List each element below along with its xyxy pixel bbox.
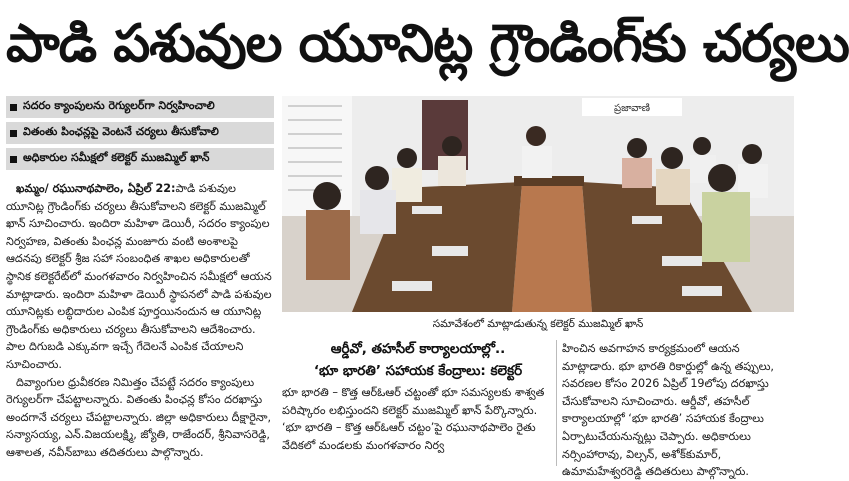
wall-sign-text: ప్రజావాణి — [614, 103, 650, 114]
second-story-continued: హించిన అవగాహన కార్యక్రమంలో ఆయన మాట్లాడారు. భూ భారతి రికార్డుల్లో ఉన్న తప్పులు, సవరణల కోసం 2026 ఏప్రిల్ 19లోపు దరఖాస్తు చేసుకోవాలని సూచించారు. ఆర్డీవో, తహసీల్ కార్యాలయాల్లో ‘భూ భారతి’ సహాయక కేంద్రాలు ఏర్పాటుచేయనున్నట్లు చెప్పారు. అధికారులు నర్సింహారావు, విల్సన్, అశోక్‌కుమార్, ఉమామహేశ్వరరెడ్డి తదితరులు పాల్గొన్నారు. — [562, 342, 774, 479]
paragraph — [6, 180, 274, 374]
paragraph-text: పాడి పశువుల యూనిట్ల గ్రౌండింగ్‌కు చర్యలు తీసుకోవాలని కలెక్టర్ ముజమ్మిల్ ఖాన్ సూచించారు. ఇందిరా మహిళా డెయిరీ, సదరం క్యాంపుల నిర్వహణ, వితంతు పింఛన్ల మంజూరు వంటి అంశాలపై ఆదనపు కలెక్టర్ శ్రీజ సహా సంబంధిత శాఖల అధికారులతో స్థానిక కలెక్టరేట్‌లో మంగళవారం నిర్వహించిన సమీక్షలో ఆయన మాట్లాడారు. ఇందిరా మహిళా డెయిరీ స్థాపనలో పాడి పశువుల యూనిట్లకు లబ్ధిదారుల ఎంపిక పూర్తయినందున ఆ యూనిట్ల గ్రౌండింగ్‌కు అధికారులు చర్యలు తీసుకోవాలని ఆదేశించారు. పాల దిగుబడి ఎక్కువగా ఇచ్చే గేదెలనే ఎంపిక చేయాలని సూచించారు. — [6, 182, 272, 371]
bullet-item — [6, 96, 274, 118]
highlight-bullets — [6, 96, 274, 174]
headline: పాడి పశువుల యూనిట్ల గ్రౌండింగ్‌కు చర్యలు — [6, 14, 849, 74]
dateline: ఖమ్మం/ రఘునాథపాలెం, ఏప్రిల్ 22: — [16, 182, 176, 195]
main-story-body — [6, 180, 274, 462]
bullet-text: వితంతు పింఛన్లపై వెంటనే చర్యలు తీసుకోవాలి — [23, 125, 219, 138]
headline-line: ఆర్డీవో, తహసీల్ కార్యాలయాల్లో.. — [330, 341, 506, 357]
photo-caption: సమావేశంలో మాట్లాడుతున్న కలెక్టర్ ముజమ్మిల్ ఖాన్ — [432, 318, 644, 330]
bullet-text: అధికారుల సమీక్షలో కలెక్టర్ ముజమ్మిల్ ఖాన్ — [23, 151, 210, 164]
bullet-item — [6, 148, 274, 170]
bullet-square-icon — [10, 104, 17, 111]
meeting-photo-illustration — [282, 96, 794, 312]
bullet-square-icon — [10, 130, 17, 137]
column-divider — [556, 340, 557, 466]
paragraph: దివ్యాంగుల ధ్రువీకరణ నిమిత్తం చేపట్టే సదరం క్యాంపులు రెగ్యులర్‌గా చేపట్టాలన్నారు. వితంతు పింఛన్ల కోసం దరఖాస్తు అందగానే చర్యలు చేపట్టాలన్నారు. జిల్లా అధికారులు దీక్షారైనా, సన్యాసయ్య, ఎన్.విజయలక్ష్మి, జ్యోతి, రాజేందర్, శ్రీనివాసరెడ్డి, ఆశాలత, నవీన్‌బాబు తదితరులు పాల్గొన్నారు. — [6, 375, 272, 459]
bullet-text: సదరం క్యాంపులను రెగ్యులర్‌గా నిర్వహించాలి — [23, 99, 215, 112]
meeting-photo — [282, 96, 794, 312]
bullet-item — [6, 122, 274, 144]
second-story-body: భూ భారతి – కొత్త ఆర్‌ఓఆర్ చట్టంతో భూ సమస్యలకు శాశ్వత పరిష్కారం లభిస్తుందని కలెక్టర్ ముజమ్మిల్ ఖాన్ పేర్కొన్నారు. ‘భూ భారతి – కొత్త ఆర్‌ఓఆర్ చట్టం’పై రఘునాథపాలెం రైతు వేదికలో మండలకు మంగళవారం నిర్వ — [282, 386, 545, 452]
bullet-square-icon — [10, 156, 17, 163]
headline-line: ‘భూ భారతి’ సహాయక కేంద్రాలు: కలెక్టర్ — [313, 363, 523, 379]
second-story-headline — [282, 338, 554, 382]
